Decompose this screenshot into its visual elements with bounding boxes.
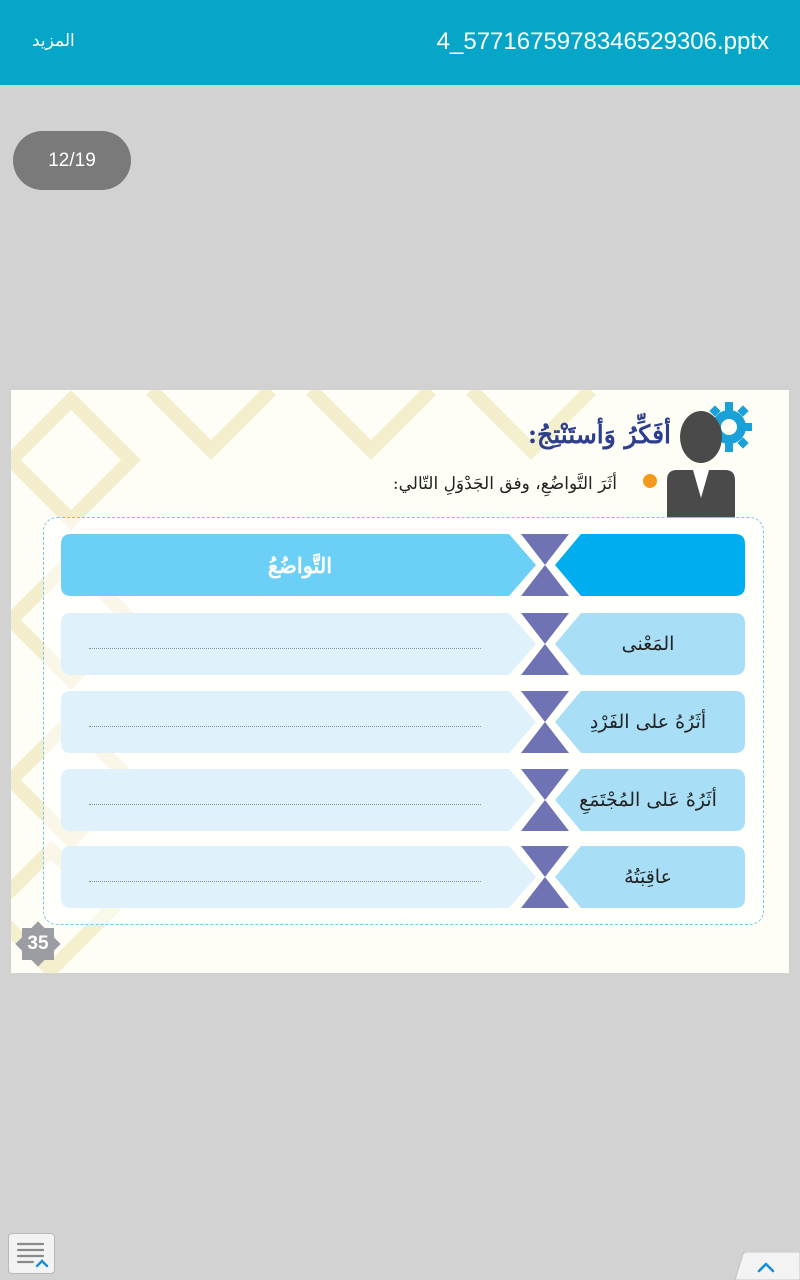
answer-dotted-line (89, 648, 481, 649)
slide-page-number: 35 (27, 933, 49, 954)
answer-cell[interactable] (61, 691, 539, 753)
row-label-cell (551, 613, 745, 675)
top-bar (0, 0, 800, 85)
table-row (61, 846, 745, 908)
table-header-row (61, 534, 745, 596)
header-label-shape (551, 534, 745, 596)
list-menu-icon (9, 1234, 56, 1275)
answer-dotted-line (89, 881, 481, 882)
row-label-cell (551, 846, 745, 908)
header-label-cell (551, 534, 745, 596)
answer-cell-shape (61, 769, 539, 831)
slide-page-number-badge (14, 920, 62, 968)
answer-dotted-line (89, 726, 481, 727)
slide-instruction: أثَرَ التَّواضُعِ، وفق الجَدْوَلِ التّالي: (392, 474, 617, 494)
answer-cell[interactable] (61, 613, 539, 675)
answer-cell-shape (61, 846, 539, 908)
table-row (61, 691, 745, 753)
row-label-cell (551, 769, 745, 831)
row-label: المَعْنى (621, 633, 675, 655)
list-menu-button[interactable] (8, 1233, 55, 1274)
person-with-gear-icon (663, 394, 753, 518)
answer-cell[interactable] (61, 769, 539, 831)
page-indicator: 12/19 (13, 131, 131, 190)
scroll-up-tab[interactable] (735, 1252, 800, 1280)
answer-cell-shape (61, 691, 539, 753)
bullet-icon (643, 474, 657, 488)
slide-heading: أفَكِّرُ وَأستَنْتِجُ: (527, 420, 671, 449)
table-row (61, 613, 745, 675)
header-title: التَّواضُعُ (267, 552, 333, 578)
file-title: 4_5771675978346529306.pptx (436, 28, 769, 55)
row-label: أثَرُهُ عَلى المُجْتَمَعِ (579, 789, 717, 811)
header-cell (61, 534, 539, 596)
answer-cell-shape (61, 613, 539, 675)
row-label-cell (551, 691, 745, 753)
more-button[interactable]: المزيد (32, 31, 75, 51)
table-row (61, 769, 745, 831)
row-label: عاقِبَتُهُ (624, 866, 672, 888)
row-label: أثَرُهُ على الفَرْدِ (589, 711, 707, 733)
answer-dotted-line (89, 804, 481, 805)
slide (11, 390, 789, 973)
answer-cell[interactable] (61, 846, 539, 908)
chevron-up-icon (735, 1252, 800, 1280)
